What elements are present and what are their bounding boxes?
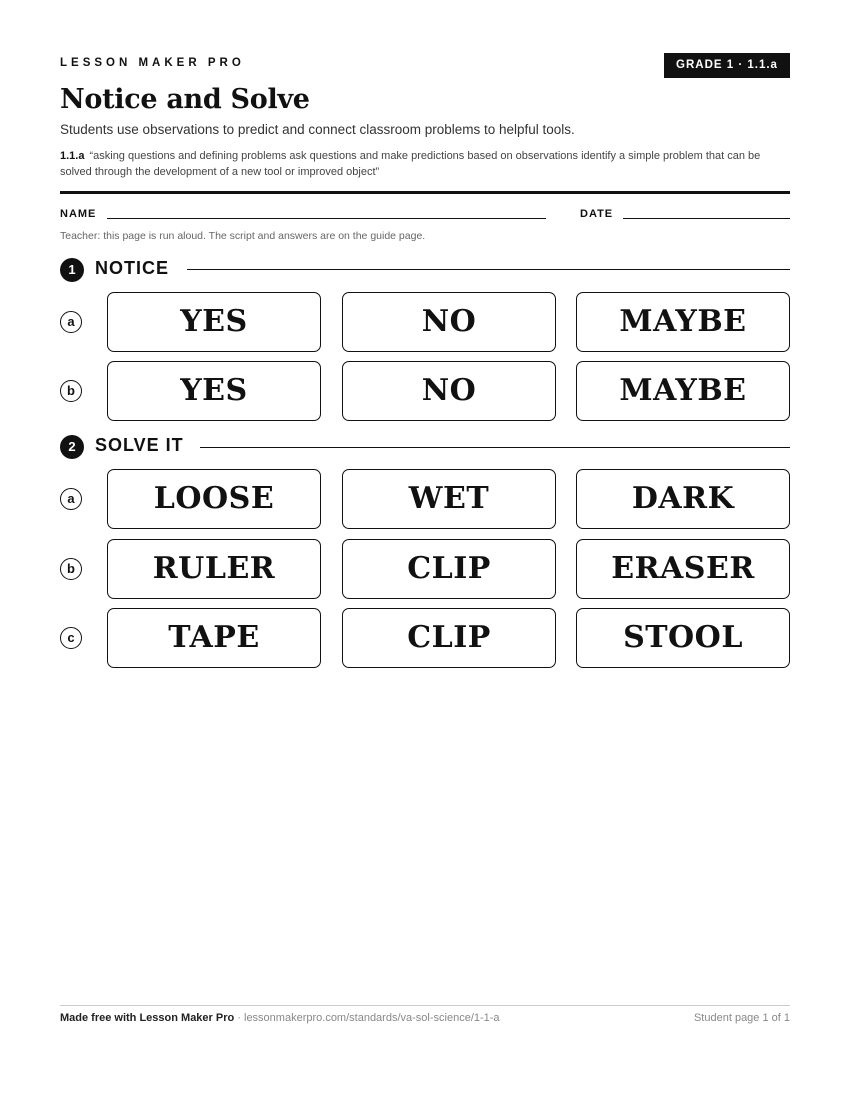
page-subtitle: Students use observations to predict and connect classroom problems to helpful tools. (60, 122, 575, 137)
footer-divider (60, 1005, 790, 1006)
choice-box[interactable]: DARK (576, 469, 790, 529)
choice-box[interactable]: LOOSE (107, 469, 321, 529)
footer-separator: · (234, 1012, 244, 1024)
choice-box[interactable]: YES (107, 361, 321, 421)
choice-box[interactable]: YES (107, 292, 321, 352)
choice-box[interactable]: NO (342, 292, 556, 352)
worksheet-page (60, 0, 790, 1100)
choice-box[interactable]: STOOL (576, 608, 790, 668)
row-letter: b (60, 380, 82, 402)
name-field-line[interactable] (107, 218, 546, 219)
row-letter: b (60, 558, 82, 580)
row-letter: c (60, 627, 82, 649)
section-number: 1 (60, 258, 84, 282)
choice-box[interactable]: ERASER (576, 539, 790, 599)
choice-box[interactable]: CLIP (342, 608, 556, 668)
choice-box[interactable]: TAPE (107, 608, 321, 668)
section-rule (187, 269, 790, 270)
section-title: NOTICE (95, 258, 170, 278)
section-number: 2 (60, 435, 84, 459)
choice-box[interactable]: NO (342, 361, 556, 421)
choice-box[interactable]: WET (342, 469, 556, 529)
row-letter: a (60, 488, 82, 510)
date-label: DATE (580, 208, 614, 220)
page-title: Notice and Solve (60, 84, 310, 115)
name-label: NAME (60, 208, 97, 220)
choice-box[interactable]: MAYBE (576, 361, 790, 421)
choice-box[interactable]: MAYBE (576, 292, 790, 352)
section-rule (200, 447, 790, 448)
footer-made-with: Made free with Lesson Maker Pro (60, 1012, 235, 1024)
brand-name: LESSON MAKER PRO (60, 57, 245, 69)
standard-description (60, 148, 790, 180)
standard-code: 1.1.a (60, 150, 85, 162)
standard-text: “asking questions and defining problems ask questions and make predictions based on observations identify a simple problem that can be solved through the development of a new tool or improved object” (60, 150, 761, 178)
date-field-line[interactable] (623, 218, 790, 219)
footer-url[interactable]: lessonmakerpro.com/standards/va-sol-science/1-1-a (244, 1012, 500, 1024)
footer-page-info: Student page 1 of 1 (693, 1012, 790, 1024)
header-divider (60, 191, 790, 194)
section-title: SOLVE IT (95, 435, 184, 455)
teacher-note: Teacher: this page is run aloud. The script and answers are on the guide page. (60, 230, 426, 242)
choice-box[interactable]: RULER (107, 539, 321, 599)
choice-box[interactable]: CLIP (342, 539, 556, 599)
grade-badge: GRADE 1 · 1.1.a (664, 53, 790, 78)
row-letter: a (60, 311, 82, 333)
footer-credit (60, 1012, 500, 1024)
